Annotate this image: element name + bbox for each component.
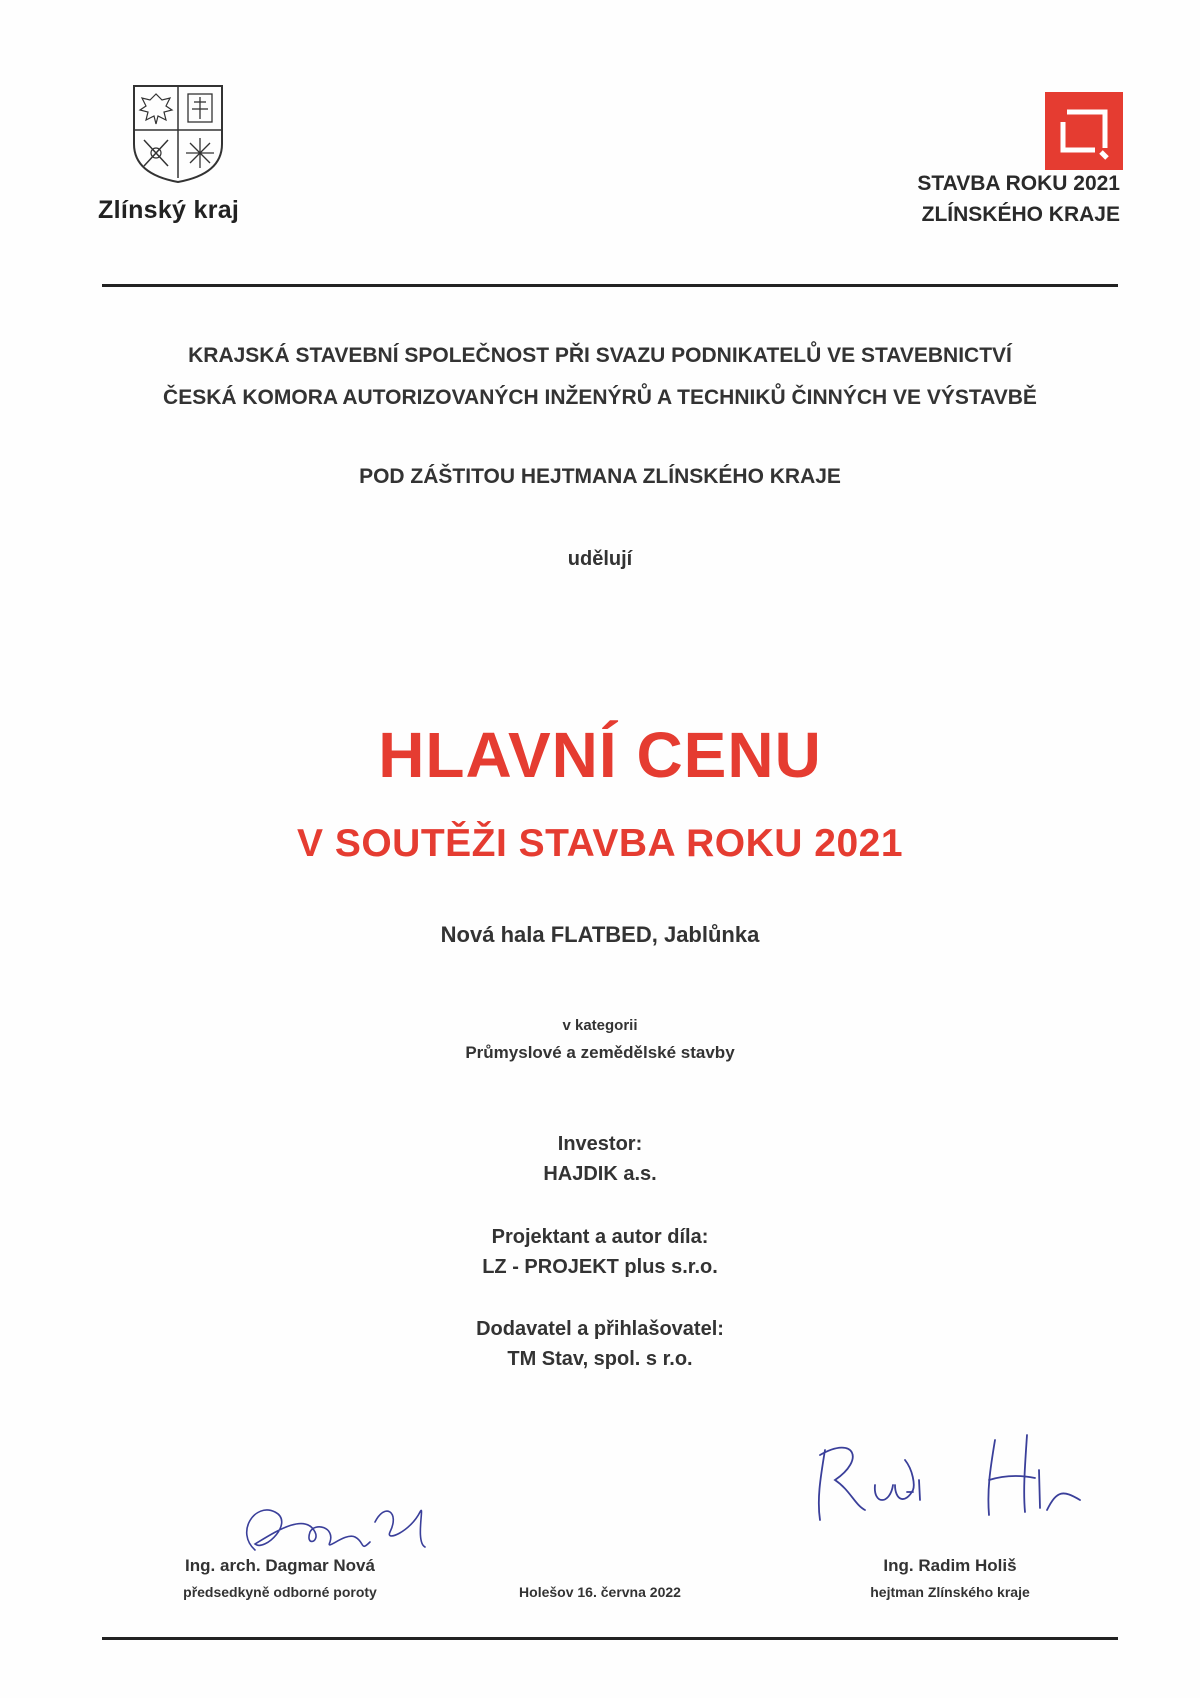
signatory-left-name: Ing. arch. Dagmar Nová — [185, 1556, 375, 1575]
region-name: Zlínský kraj — [98, 196, 240, 224]
organizer-1: KRAJSKÁ STAVEBNÍ SPOLEČNOST PŘI SVAZU PODNIKATELŮ VE STAVEBNICTVÍ — [188, 344, 1012, 367]
investor-value: HAJDIK a.s. — [543, 1163, 657, 1185]
patronage: POD ZÁŠTITOU HEJTMANA ZLÍNSKÉHO KRAJE — [359, 465, 841, 488]
award-title-line1: STAVBA ROKU 2021 — [917, 172, 1120, 195]
signatory-left-role: předsedkyně odborné poroty — [183, 1584, 377, 1600]
top-divider — [102, 284, 1118, 287]
supplier-title: Dodavatel a přihlašovatel: — [476, 1318, 724, 1340]
category-name: Průmyslové a zemědělské stavby — [465, 1043, 735, 1062]
supplier-value: TM Stav, spol. s r.o. — [507, 1348, 693, 1370]
designer-title: Projektant a autor díla: — [491, 1226, 709, 1248]
signatory-right-name: Ing. Radim Holiš — [883, 1556, 1017, 1575]
category-label: v kategorii — [562, 1017, 638, 1034]
signature-right — [795, 1430, 1095, 1525]
designer-value: LZ - PROJEKT plus s.r.o. — [482, 1256, 718, 1278]
prize-title: HLAVNÍ CENU — [378, 719, 822, 791]
investor-title: Investor: — [557, 1133, 643, 1155]
building-name: Nová hala FLATBED, Jablůnka — [440, 922, 760, 947]
competition-title: V SOUTĚŽI STAVBA ROKU 2021 — [296, 822, 904, 865]
grant-verb: udělují — [567, 548, 633, 570]
organizer-2: ČESKÁ KOMORA AUTORIZOVANÝCH INŽENÝRŮ A TECHNIKŮ ČINNÝCH VE VÝSTAVBĚ — [163, 386, 1037, 409]
stavba-roku-logo-icon — [1045, 92, 1123, 170]
award-title-line2: ZLÍNSKÉHO KRAJE — [921, 203, 1120, 226]
bottom-divider — [102, 1637, 1118, 1640]
coat-of-arms-icon — [130, 82, 226, 186]
place-date: Holešov 16. června 2022 — [519, 1584, 681, 1600]
signatory-right-role: hejtman Zlínského kraje — [870, 1584, 1030, 1600]
signature-left — [225, 1492, 445, 1562]
